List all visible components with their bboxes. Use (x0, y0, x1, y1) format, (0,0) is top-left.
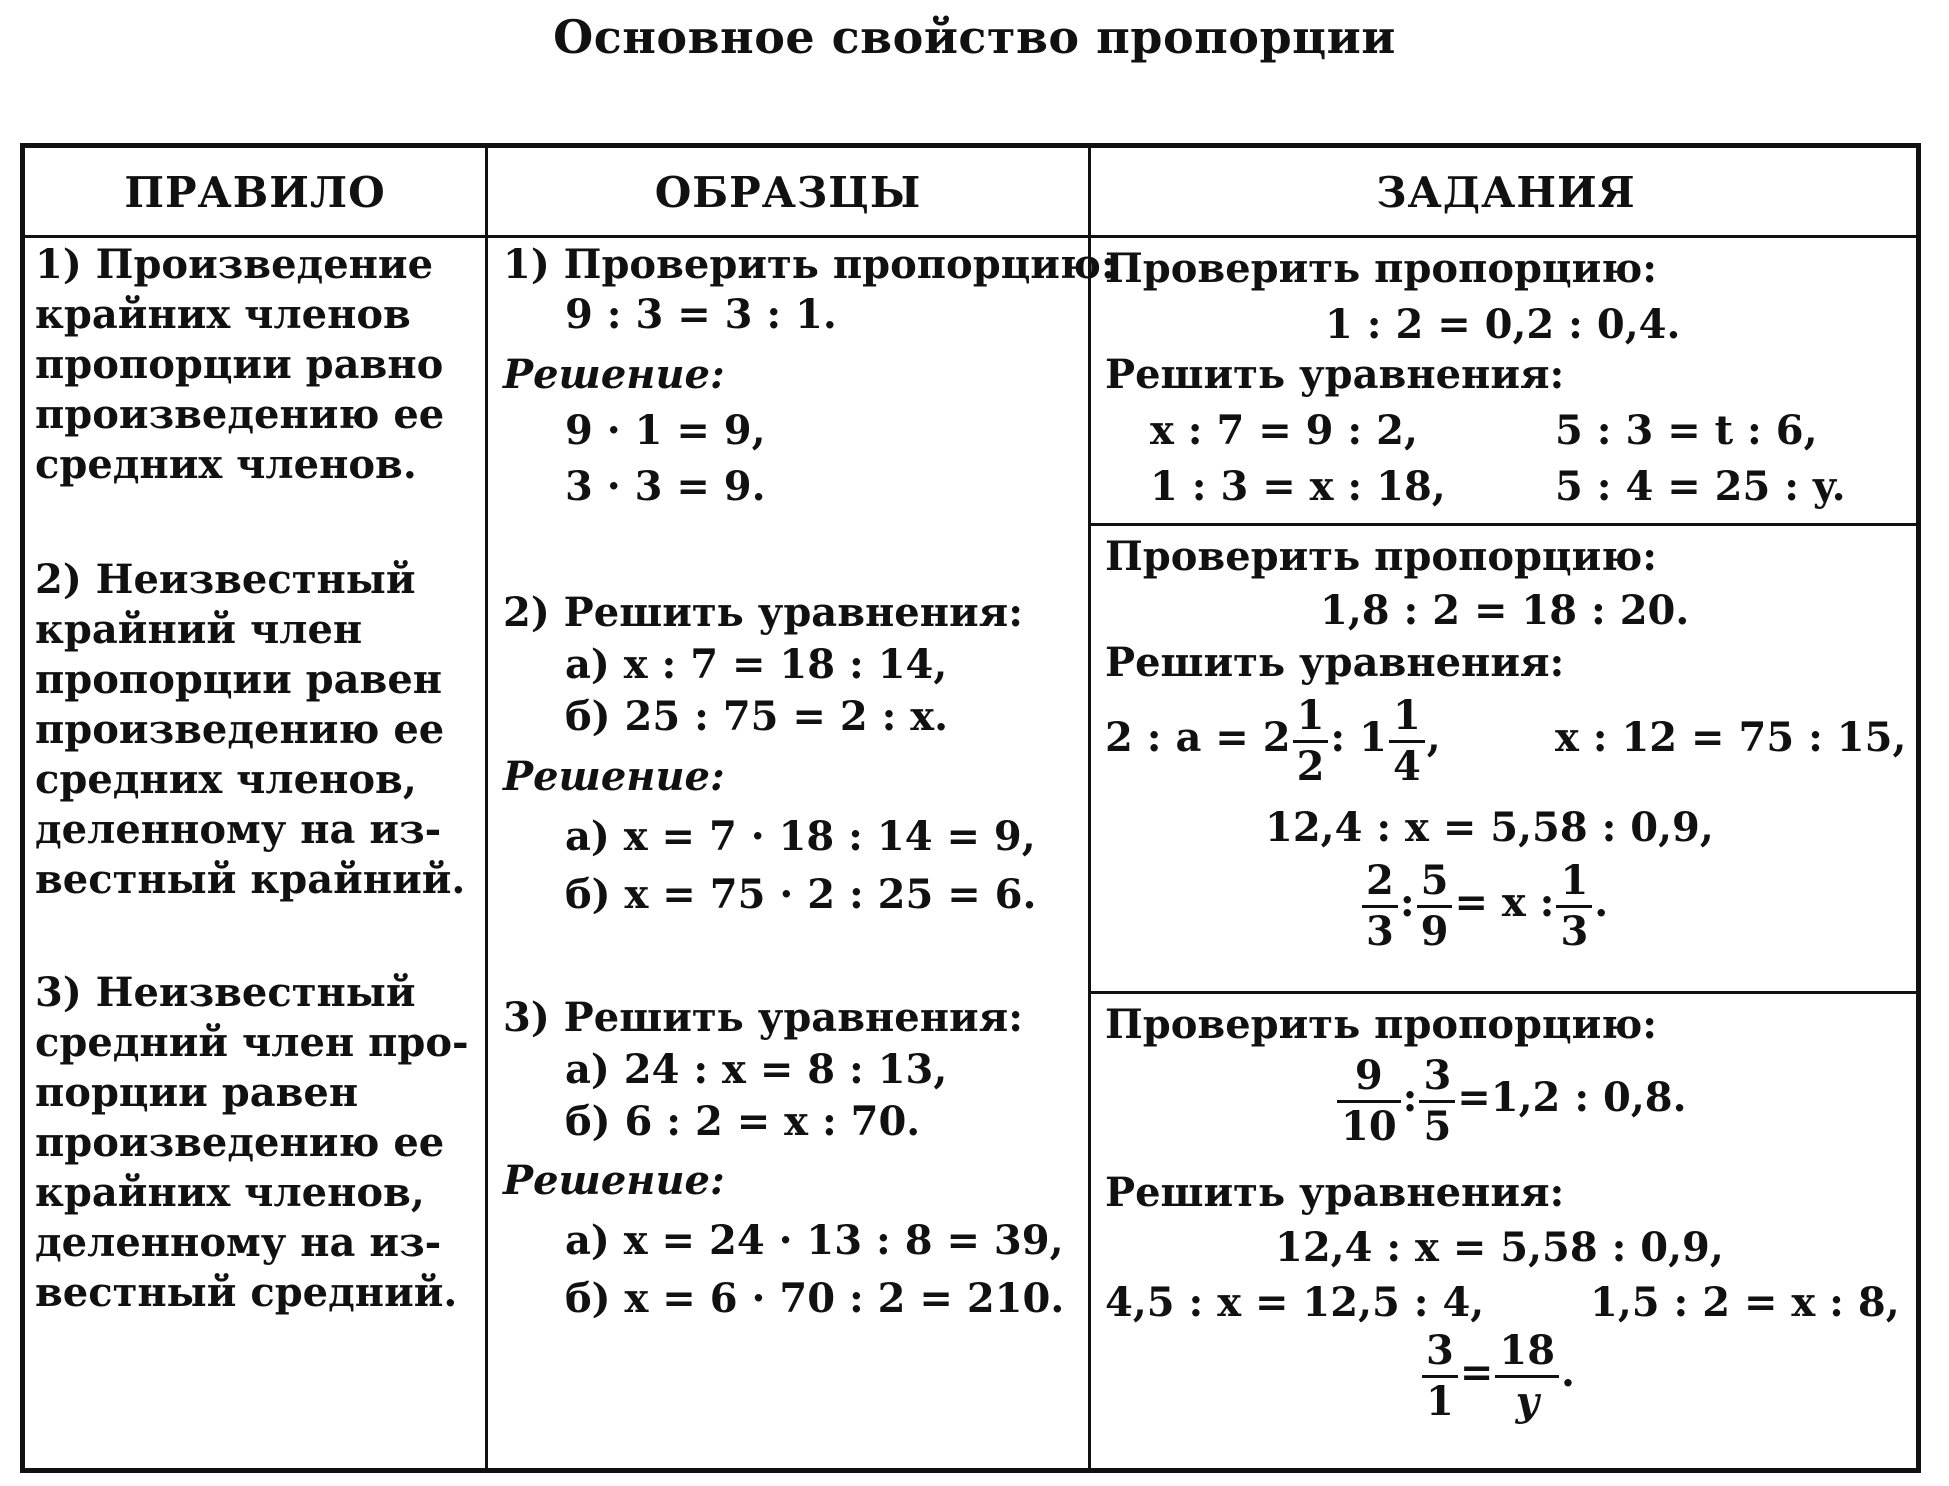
sample-1-solution-line: 9 · 1 = 9, (565, 407, 766, 454)
fraction (1293, 691, 1329, 790)
sample-2-solution-line: а) x = 7 · 18 : 14 = 9, (565, 813, 1036, 860)
task-1-check-equation: 1 : 2 = 0,2 : 0,4. (1325, 301, 1681, 348)
task-1-check-label: Проверить пропорцию: (1105, 245, 1658, 292)
fraction-numerator: 1 (1556, 861, 1592, 908)
task-1-equation: x : 7 = 9 : 2, (1150, 407, 1418, 454)
fraction-numerator: 9 (1337, 1056, 1401, 1103)
task-2-check-label: Проверить пропорцию: (1105, 533, 1658, 580)
task-2-equation: 12,4 : x = 5,58 : 0,9, (1265, 804, 1714, 851)
fraction (1422, 1326, 1458, 1425)
sample-3-equation: б) 6 : 2 = x : 70. (565, 1098, 921, 1145)
header-samples: ОБРАЗЦЫ (654, 168, 922, 217)
sample-3-solution-line: а) x = 24 · 13 : 8 = 39, (565, 1217, 1064, 1264)
task-3-fraction-equation: $\frac{3}{1}$ = $\frac{18}{y}$ . (1420, 1323, 1575, 1423)
fraction-denominator: y (1515, 1377, 1539, 1425)
fraction-numerator: 3 (1422, 1331, 1458, 1378)
header-rule: ПРАВИЛО (124, 168, 386, 217)
fraction-denominator: 1 (1426, 1377, 1454, 1425)
task-1-solve-label: Решить уравнения: (1105, 351, 1565, 398)
rule-2: 2) Неизвестный крайний член пропорции равен произведению ее средних членов, деленному на из- вестный крайний. (35, 556, 466, 903)
task-3-check-label: Проверить пропорцию: (1105, 1001, 1658, 1048)
equation-part: = x : (1454, 879, 1555, 926)
task-3-equation: 1,5 : 2 = x : 8, (1590, 1279, 1900, 1326)
task-2-equation: x : 12 = 75 : 15, (1555, 714, 1907, 761)
column-divider (485, 148, 488, 1468)
sample-2-title: 2) Решить уравнения: (503, 589, 1023, 636)
task-divider (1088, 523, 1916, 526)
fraction-numerator: 3 (1419, 1056, 1455, 1103)
task-1-equation: 1 : 3 = x : 18, (1150, 463, 1446, 510)
fraction (1556, 856, 1592, 955)
fraction-denominator: 4 (1392, 742, 1421, 790)
fraction (1417, 856, 1453, 955)
fraction-denominator: 2 (1296, 742, 1325, 790)
task-divider (1088, 991, 1916, 994)
sample-2-equation: а) x : 7 = 18 : 14, (565, 641, 948, 688)
fraction-numerator: 18 (1495, 1331, 1559, 1378)
fraction (1495, 1326, 1559, 1425)
rules-table (20, 143, 1921, 1473)
fraction-denominator: 9 (1420, 907, 1449, 955)
sample-3-title: 3) Решить уравнения: (503, 994, 1023, 1041)
sample-1-solution-label: Решение: (503, 351, 725, 398)
equation-part: : 1 (1330, 714, 1387, 761)
task-1-equation: 5 : 4 = 25 : y. (1555, 463, 1846, 510)
task-3-check-equation: $\frac{9}{10}$ : $\frac{3}{5}$ =1,2 : 0,8. (1335, 1048, 1687, 1148)
header-tasks: ЗАДАНИЯ (1376, 168, 1636, 217)
task-2-solve-label: Решить уравнения: (1105, 639, 1565, 686)
task-3-equation: 4,5 : x = 12,5 : 4, (1105, 1279, 1485, 1326)
task-2-check-equation: 1,8 : 2 = 18 : 20. (1320, 587, 1690, 634)
fraction-denominator: 3 (1366, 907, 1394, 955)
sample-2-equation: б) 25 : 75 = 2 : x. (565, 693, 949, 740)
page-title: Основное свойство пропорции (553, 10, 1396, 64)
rule-3: 3) Неизвестный средний член про- порции равен произведению ее крайних членов, деленному на из- вестный средний. (35, 969, 469, 1316)
sample-2-solution-label: Решение: (503, 753, 725, 800)
fraction-numerator: 1 (1389, 696, 1425, 743)
equation-part: =1,2 : 0,8. (1457, 1074, 1687, 1121)
sample-1-equation: 9 : 3 = 3 : 1. (565, 291, 837, 338)
task-3-equation: 12,4 : x = 5,58 : 0,9, (1275, 1224, 1724, 1271)
sample-3-equation: а) 24 : x = 8 : 13, (565, 1046, 948, 1093)
sample-1-solution-line: 3 · 3 = 9. (565, 463, 766, 510)
sample-2-solution-line: б) x = 75 · 2 : 25 = 6. (565, 871, 1037, 918)
fraction-numerator: 5 (1417, 861, 1453, 908)
sample-3-solution-line: б) x = 6 · 70 : 2 = 210. (565, 1275, 1065, 1322)
fraction-denominator: 5 (1423, 1102, 1452, 1150)
sample-1-title: 1) Проверить пропорцию: (503, 241, 1116, 288)
equation-part: 2 : a = 2 (1105, 714, 1291, 761)
header-divider (25, 235, 1916, 238)
fraction (1362, 856, 1398, 955)
fraction-numerator: 2 (1362, 861, 1398, 908)
fraction-denominator: 10 (1341, 1102, 1397, 1150)
sample-3-solution-label: Решение: (503, 1157, 725, 1204)
fraction-numerator: 1 (1293, 696, 1329, 743)
rule-1: 1) Произведение крайних членов пропорции равно произведению ее средних членов. (35, 241, 445, 488)
fraction (1389, 691, 1425, 790)
fraction-denominator: 3 (1560, 907, 1589, 955)
column-divider (1088, 148, 1091, 1468)
task-3-solve-label: Решить уравнения: (1105, 1169, 1565, 1216)
fraction (1337, 1051, 1401, 1150)
fraction (1419, 1051, 1455, 1150)
task-1-equation: 5 : 3 = t : 6, (1555, 407, 1818, 454)
task-2-mixed-equation: 2 : a = 2 $\frac{1}{2}$ : 1 $\frac{1}{4}$ , (1105, 691, 1441, 790)
task-2-fraction-equation: $\frac{2}{3}$ : $\frac{5}{9}$ = x : $\frac{1}{3}$ . (1360, 853, 1608, 953)
